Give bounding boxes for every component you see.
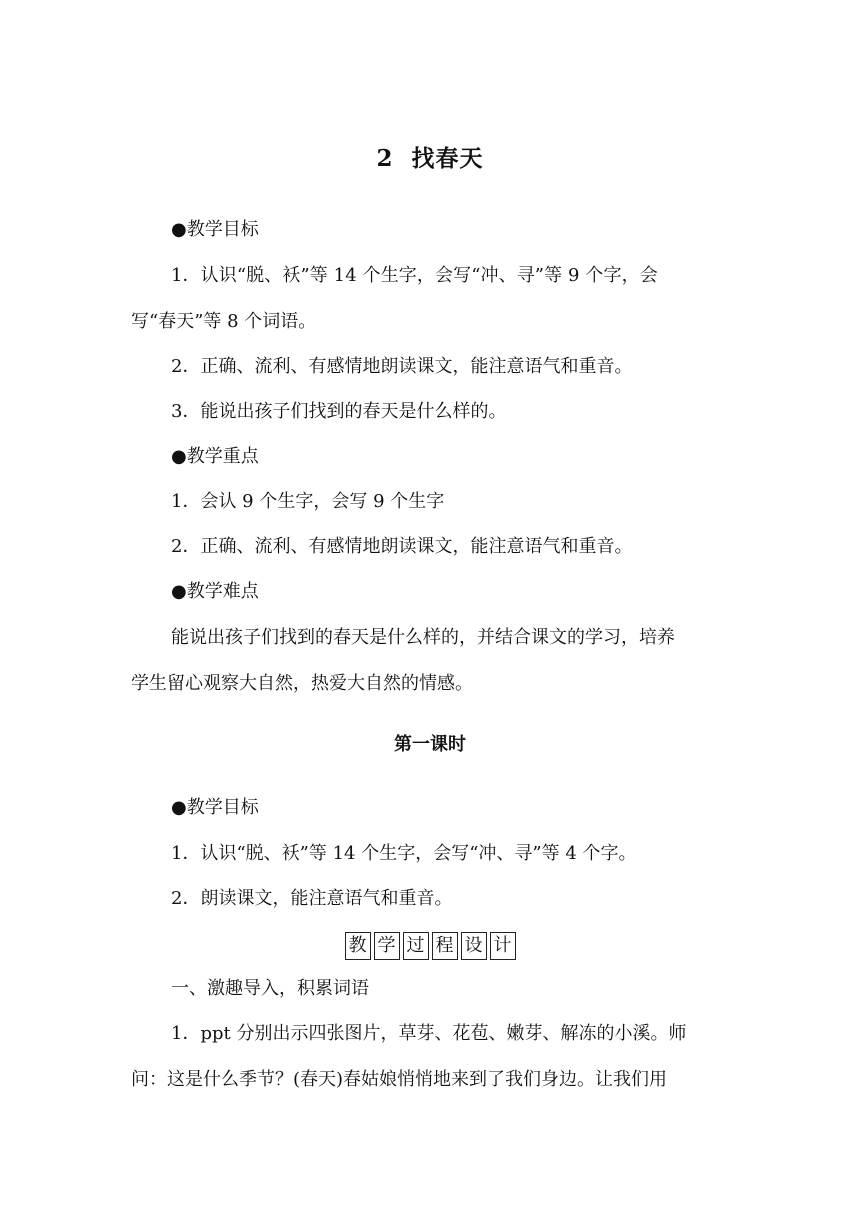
- process-box-char: 过: [403, 932, 429, 960]
- step-1-line2: 问：这是什么季节？(春天)春姑娘悄悄地来到了我们身边。让我们用: [131, 1069, 668, 1090]
- lesson-subtitle: 第一课时: [394, 734, 466, 755]
- difficulty-line2: 学生留心观察大自然，热爱大自然的情感。: [131, 673, 473, 694]
- step-1-line1: 1．ppt 分别出示四张图片，草芽、花苞、嫩芽、解冻的小溪。师: [171, 1023, 687, 1044]
- lesson-title: [0, 140, 860, 173]
- key-2: 2．正确、流利、有感情地朗读课文，能注意语气和重音。: [171, 536, 633, 557]
- goal-3: 3．能说出孩子们找到的春天是什么样的。: [171, 401, 507, 422]
- difficulty-line1: 能说出孩子们找到的春天是什么样的，并结合课文的学习，培养: [171, 627, 675, 648]
- process-box-char: 设: [461, 932, 487, 960]
- process-box-char: 程: [432, 932, 458, 960]
- key-1: 1．会认 9 个生字，会写 9 个生字: [171, 491, 445, 512]
- goals-heading: ●教学目标: [171, 219, 259, 240]
- process-box-char: 计: [490, 932, 516, 960]
- lesson-number: 2: [376, 145, 394, 172]
- lesson-title-text: 找春天: [411, 145, 484, 172]
- lesson-goal-2: 2．朗读课文，能注意语气和重音。: [171, 888, 453, 909]
- process-box-char: 学: [374, 932, 400, 960]
- goal-2: 2．正确、流利、有感情地朗读课文，能注意语气和重音。: [171, 356, 633, 377]
- difficulty-heading: ●教学难点: [171, 581, 259, 602]
- lesson-goals-heading: ●教学目标: [171, 797, 259, 818]
- lesson-goal-1: 1．认识“脱、袄”等 14 个生字，会写“冲、寻”等 4 个字。: [171, 843, 637, 864]
- process-design-boxes: [0, 932, 860, 960]
- key-heading: ●教学重点: [171, 446, 259, 467]
- process-box-char: 教: [345, 932, 371, 960]
- goal-1-line1: 1．认识“脱、袄”等 14 个生字，会写“冲、寻”等 9 个字，会: [171, 265, 658, 286]
- goal-1-line2: 写“春天”等 8 个词语。: [131, 311, 317, 332]
- step-1-heading: 一、激趣导入，积累词语: [171, 978, 369, 999]
